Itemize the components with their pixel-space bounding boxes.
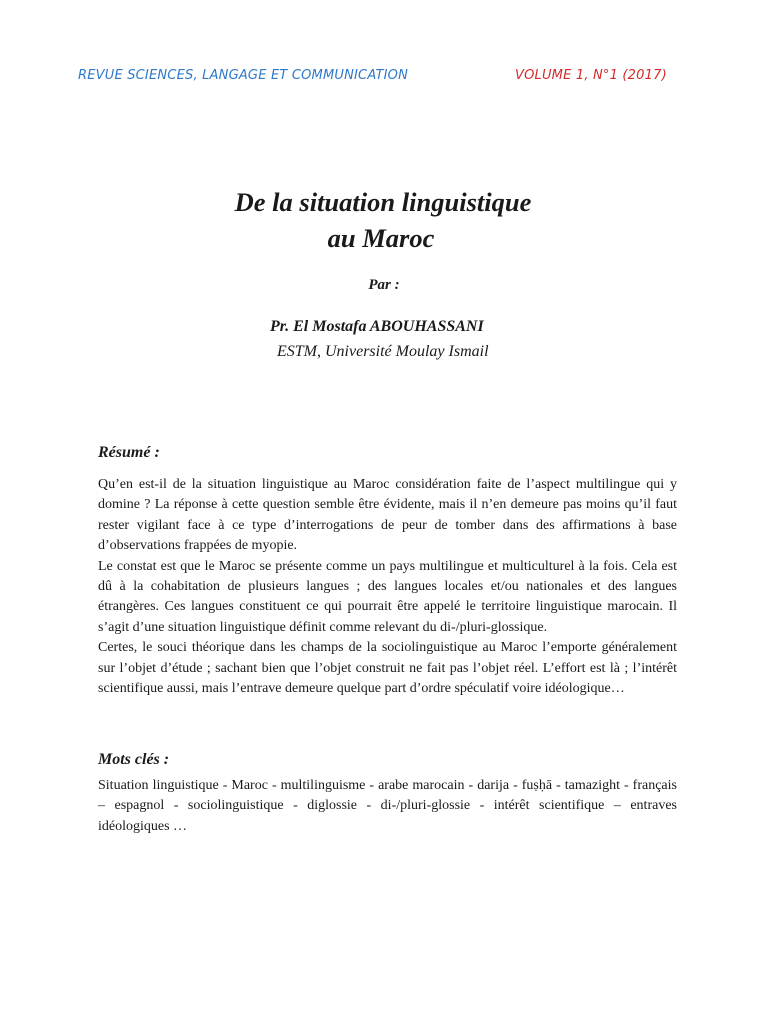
abstract-body bbox=[98, 475, 677, 699]
author-affiliation: ESTM, Université Moulay Ismail bbox=[277, 343, 489, 360]
volume-info: VOLUME 1, N°1 (2017) bbox=[515, 68, 667, 83]
keywords-body: Situation linguistique - Maroc - multilinguisme - arabe marocain - darija - fuṣḥā - tamazight - français – espagnol - sociolinguistique - diglossie - di-/pluri-glossie - intérêt scientifique – entraves idéologiques … bbox=[98, 778, 677, 834]
by-label: Par : bbox=[368, 277, 400, 293]
abstract-paragraph: Certes, le souci théorique dans les champs de la sociolinguistique au Maroc l’emporte généralement sur l’objet d’étude ; sachant bien que l’objet construit ne fait pas l’objet réel. L’effort est là ; l’intérêt scientifique aussi, mais l’entrave demeure quelque part d’ordre spéculatif voire idéologique… bbox=[98, 640, 677, 697]
article-title-line-1: De la situation linguistique bbox=[234, 187, 532, 217]
abstract-paragraph: Le constat est que le Maroc se présente comme un pays multilingue et multiculturel à la fois. Cela est dû à la cohabitation de plusieurs langues ; des langues locales et/ou nationales et des langues étrangères. Ces langues constituent ce qui pourrait être appelé le territoire linguistique marocain. Il s’agit d’une situation linguistique définit comme relevant du di-/pluri-glossique. bbox=[98, 558, 677, 635]
keywords-heading: Mots clés : bbox=[98, 751, 170, 768]
abstract-heading: Résumé : bbox=[98, 444, 160, 461]
journal-name: REVUE SCIENCES, LANGAGE ET COMMUNICATION bbox=[78, 68, 409, 83]
author-name: Pr. El Mostafa ABOUHASSANI bbox=[270, 318, 484, 335]
article-title bbox=[0, 184, 768, 256]
abstract-paragraph: Qu’en est-il de la situation linguistique au Maroc considération faite de l’aspect multilingue qui y domine ? La réponse à cette question semble être évidente, mais il n’en demeure pas moins qu’il faut rester vigilant face à ce type d’interrogations de peur de tomber dans des affirmations à base d’observations frappées de myopie. bbox=[98, 477, 677, 554]
running-header bbox=[78, 68, 678, 88]
article-title-line-2: au Maroc bbox=[327, 223, 435, 253]
